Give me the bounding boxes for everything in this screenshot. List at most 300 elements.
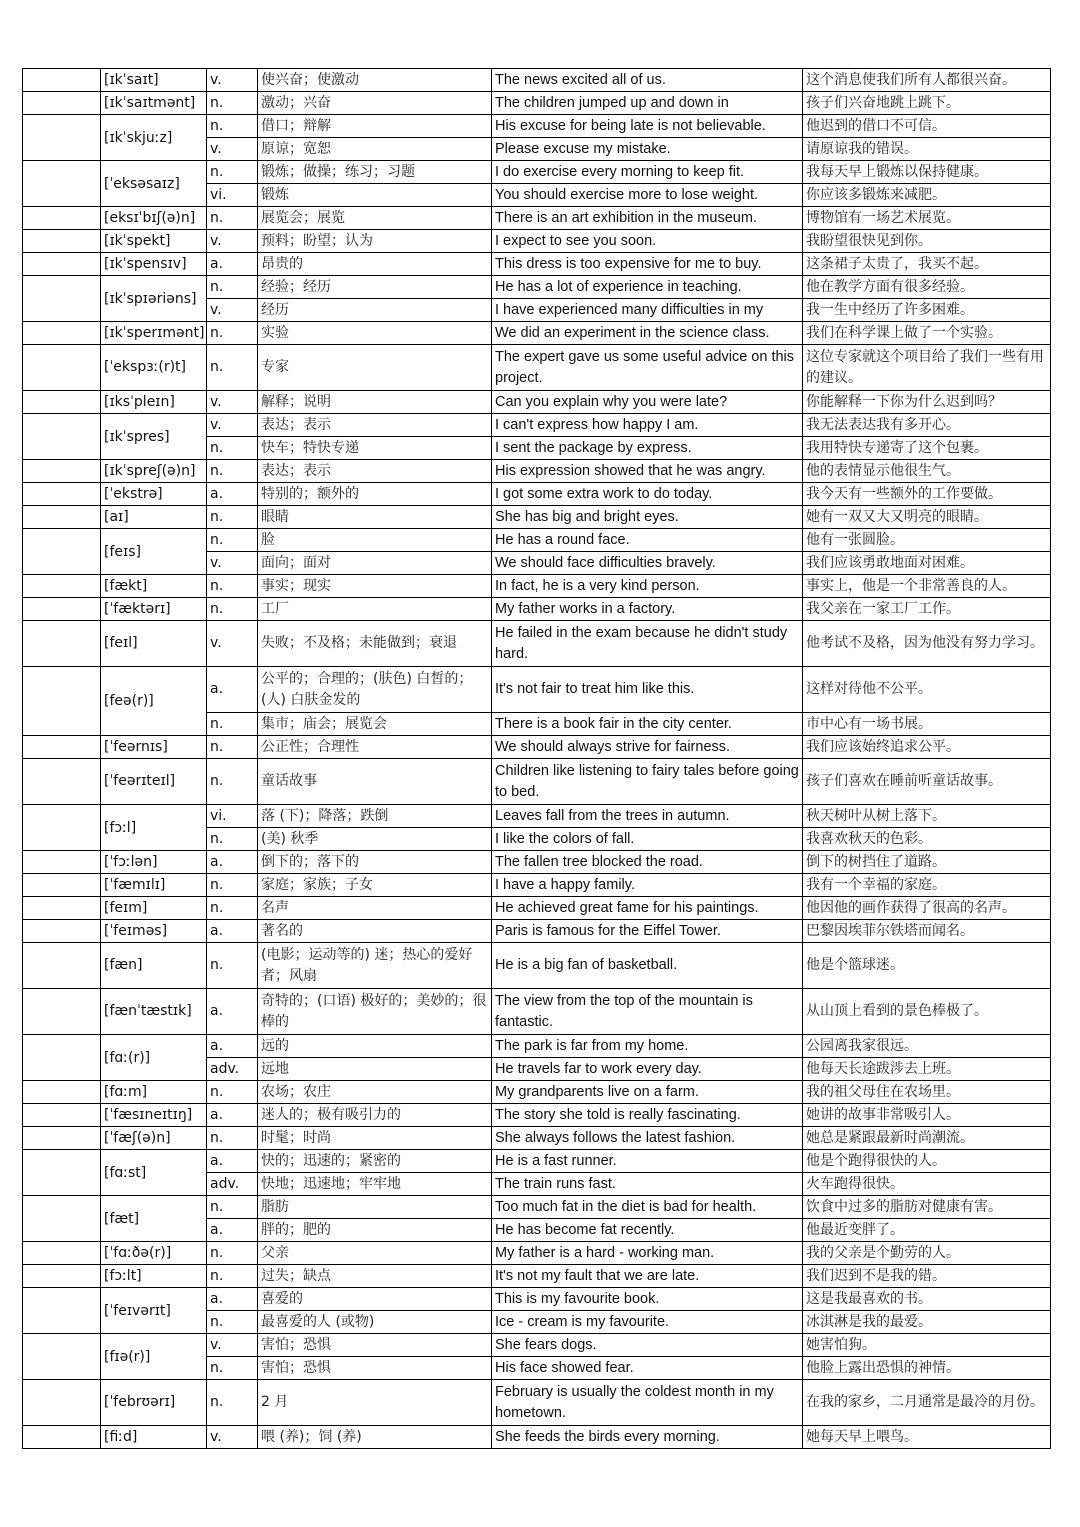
phonetic-cell: [fiːd] xyxy=(101,1426,207,1449)
word-cell xyxy=(23,920,101,943)
meaning-cell: 父亲 xyxy=(258,1242,492,1265)
part-of-speech-cell: n. xyxy=(207,161,258,184)
part-of-speech-cell: vi. xyxy=(207,184,258,207)
table-row xyxy=(23,69,1051,92)
word-cell xyxy=(23,759,101,805)
example-sentence-cell: We should always strive for fairness. xyxy=(492,736,803,759)
meaning-cell: 解释；说明 xyxy=(258,391,492,414)
translation-cell: 孩子们兴奋地跳上跳下。 xyxy=(803,92,1051,115)
word-cell xyxy=(23,1288,101,1334)
table-row xyxy=(23,920,1051,943)
table-row xyxy=(23,1380,1051,1426)
translation-cell: 公园离我家很远。 xyxy=(803,1035,1051,1058)
meaning-cell: 锻炼 xyxy=(258,184,492,207)
example-sentence-cell: His expression showed that he was angry. xyxy=(492,460,803,483)
part-of-speech-cell: n. xyxy=(207,276,258,299)
translation-cell: 我们应该始终追求公平。 xyxy=(803,736,1051,759)
part-of-speech-cell: n. xyxy=(207,736,258,759)
part-of-speech-cell: a. xyxy=(207,253,258,276)
part-of-speech-cell: v. xyxy=(207,1426,258,1449)
translation-cell: 火车跑得很快。 xyxy=(803,1173,1051,1196)
example-sentence-cell: He has a lot of experience in teaching. xyxy=(492,276,803,299)
example-sentence-cell: My father works in a factory. xyxy=(492,598,803,621)
part-of-speech-cell: v. xyxy=(207,69,258,92)
translation-cell: 他每天长途跋涉去上班。 xyxy=(803,1058,1051,1081)
meaning-cell: 激动；兴奋 xyxy=(258,92,492,115)
phonetic-cell: [feɪm] xyxy=(101,897,207,920)
example-sentence-cell: His face showed fear. xyxy=(492,1357,803,1380)
meaning-cell: 预料；盼望；认为 xyxy=(258,230,492,253)
meaning-cell: 童话故事 xyxy=(258,759,492,805)
phonetic-cell: [ɪkˈskjuːz] xyxy=(101,115,207,161)
word-cell xyxy=(23,1334,101,1380)
table-row xyxy=(23,529,1051,552)
table-row xyxy=(23,874,1051,897)
table-row xyxy=(23,253,1051,276)
part-of-speech-cell: v. xyxy=(207,414,258,437)
part-of-speech-cell: a. xyxy=(207,1035,258,1058)
example-sentence-cell: I can't express how happy I am. xyxy=(492,414,803,437)
part-of-speech-cell: v. xyxy=(207,299,258,322)
translation-cell: 我的祖父母住在农场里。 xyxy=(803,1081,1051,1104)
translation-cell: 这样对待他不公平。 xyxy=(803,667,1051,713)
table-row xyxy=(23,1081,1051,1104)
table-row xyxy=(23,1196,1051,1219)
meaning-cell: 原谅；宽恕 xyxy=(258,138,492,161)
word-cell xyxy=(23,92,101,115)
meaning-cell: 特别的；额外的 xyxy=(258,483,492,506)
example-sentence-cell: The story she told is really fascinating. xyxy=(492,1104,803,1127)
part-of-speech-cell: n. xyxy=(207,943,258,989)
example-sentence-cell: Too much fat in the diet is bad for health. xyxy=(492,1196,803,1219)
phonetic-cell: [fæn] xyxy=(101,943,207,989)
example-sentence-cell: There is an art exhibition in the museum. xyxy=(492,207,803,230)
part-of-speech-cell: v. xyxy=(207,1334,258,1357)
word-cell xyxy=(23,207,101,230)
translation-cell: 我的父亲是个勤劳的人。 xyxy=(803,1242,1051,1265)
word-cell xyxy=(23,253,101,276)
example-sentence-cell: My grandparents live on a farm. xyxy=(492,1081,803,1104)
phonetic-cell: [ɪkˈspensɪv] xyxy=(101,253,207,276)
translation-cell: 倒下的树挡住了道路。 xyxy=(803,851,1051,874)
part-of-speech-cell: a. xyxy=(207,1104,258,1127)
meaning-cell: 展览会；展览 xyxy=(258,207,492,230)
example-sentence-cell: He has become fat recently. xyxy=(492,1219,803,1242)
translation-cell: 他是个篮球迷。 xyxy=(803,943,1051,989)
translation-cell: 我们迟到不是我的错。 xyxy=(803,1265,1051,1288)
translation-cell: 他脸上露出恐惧的神情。 xyxy=(803,1357,1051,1380)
word-cell xyxy=(23,69,101,92)
table-row xyxy=(23,161,1051,184)
translation-cell: 我用特快专递寄了这个包裹。 xyxy=(803,437,1051,460)
part-of-speech-cell: v. xyxy=(207,230,258,253)
part-of-speech-cell: n. xyxy=(207,713,258,736)
phonetic-cell: [ɪkˈspɪəriəns] xyxy=(101,276,207,322)
part-of-speech-cell: a. xyxy=(207,920,258,943)
example-sentence-cell: She fears dogs. xyxy=(492,1334,803,1357)
translation-cell: 他考试不及格，因为他没有努力学习。 xyxy=(803,621,1051,667)
part-of-speech-cell: a. xyxy=(207,1288,258,1311)
example-sentence-cell: We should face difficulties bravely. xyxy=(492,552,803,575)
meaning-cell: 迷人的；极有吸引力的 xyxy=(258,1104,492,1127)
example-sentence-cell: The expert gave us some useful advice on this project. xyxy=(492,345,803,391)
table-row xyxy=(23,414,1051,437)
word-cell xyxy=(23,667,101,736)
phonetic-cell: [ˈeksəsaɪz] xyxy=(101,161,207,207)
table-row xyxy=(23,759,1051,805)
example-sentence-cell: He is a fast runner. xyxy=(492,1150,803,1173)
example-sentence-cell: The train runs fast. xyxy=(492,1173,803,1196)
phonetic-cell: [ˈfæmɪlɪ] xyxy=(101,874,207,897)
part-of-speech-cell: n. xyxy=(207,1265,258,1288)
phonetic-cell: [ˈfæʃ(ə)n] xyxy=(101,1127,207,1150)
table-row xyxy=(23,1334,1051,1357)
part-of-speech-cell: n. xyxy=(207,1357,258,1380)
table-row xyxy=(23,1150,1051,1173)
vocabulary-table-body xyxy=(23,69,1051,1449)
table-row xyxy=(23,1426,1051,1449)
meaning-cell: 工厂 xyxy=(258,598,492,621)
example-sentence-cell: You should exercise more to lose weight. xyxy=(492,184,803,207)
table-row xyxy=(23,667,1051,713)
table-row xyxy=(23,1035,1051,1058)
table-row xyxy=(23,1104,1051,1127)
example-sentence-cell: I have a happy family. xyxy=(492,874,803,897)
phonetic-cell: [feɪl] xyxy=(101,621,207,667)
part-of-speech-cell: a. xyxy=(207,483,258,506)
phonetic-cell: [ˈfɑːðə(r)] xyxy=(101,1242,207,1265)
example-sentence-cell: This dress is too expensive for me to buy. xyxy=(492,253,803,276)
part-of-speech-cell: n. xyxy=(207,115,258,138)
word-cell xyxy=(23,483,101,506)
translation-cell: 他最近变胖了。 xyxy=(803,1219,1051,1242)
word-cell xyxy=(23,322,101,345)
meaning-cell: 专家 xyxy=(258,345,492,391)
phonetic-cell: [ˈfeɪməs] xyxy=(101,920,207,943)
word-cell xyxy=(23,276,101,322)
part-of-speech-cell: n. xyxy=(207,828,258,851)
meaning-cell: 表达；表示 xyxy=(258,414,492,437)
part-of-speech-cell: n. xyxy=(207,1380,258,1426)
meaning-cell: 害怕；恐惧 xyxy=(258,1334,492,1357)
part-of-speech-cell: v. xyxy=(207,391,258,414)
example-sentence-cell: Children like listening to fairy tales before going to bed. xyxy=(492,759,803,805)
translation-cell: 她讲的故事非常吸引人。 xyxy=(803,1104,1051,1127)
part-of-speech-cell: n. xyxy=(207,897,258,920)
word-cell xyxy=(23,621,101,667)
example-sentence-cell: The fallen tree blocked the road. xyxy=(492,851,803,874)
word-cell xyxy=(23,414,101,460)
translation-cell: 她害怕狗。 xyxy=(803,1334,1051,1357)
meaning-cell: 使兴奋；使激动 xyxy=(258,69,492,92)
meaning-cell: 倒下的；落下的 xyxy=(258,851,492,874)
part-of-speech-cell: n. xyxy=(207,92,258,115)
phonetic-cell: [fæt] xyxy=(101,1196,207,1242)
example-sentence-cell: This is my favourite book. xyxy=(492,1288,803,1311)
word-cell xyxy=(23,391,101,414)
example-sentence-cell: He failed in the exam because he didn't study hard. xyxy=(492,621,803,667)
word-cell xyxy=(23,575,101,598)
meaning-cell: 集市；庙会；展览会 xyxy=(258,713,492,736)
translation-cell: 他的表情显示他很生气。 xyxy=(803,460,1051,483)
example-sentence-cell: He is a big fan of basketball. xyxy=(492,943,803,989)
meaning-cell: 公正性；合理性 xyxy=(258,736,492,759)
table-row xyxy=(23,805,1051,828)
table-row xyxy=(23,598,1051,621)
part-of-speech-cell: n. xyxy=(207,1242,258,1265)
meaning-cell: 事实；现实 xyxy=(258,575,492,598)
table-row xyxy=(23,345,1051,391)
part-of-speech-cell: a. xyxy=(207,667,258,713)
word-cell xyxy=(23,460,101,483)
example-sentence-cell: His excuse for being late is not believable. xyxy=(492,115,803,138)
table-row xyxy=(23,736,1051,759)
meaning-cell: 家庭；家族；子女 xyxy=(258,874,492,897)
translation-cell: 我们在科学课上做了一个实验。 xyxy=(803,322,1051,345)
meaning-cell: (美) 秋季 xyxy=(258,828,492,851)
phonetic-cell: [aɪ] xyxy=(101,506,207,529)
part-of-speech-cell: n. xyxy=(207,1081,258,1104)
part-of-speech-cell: a. xyxy=(207,851,258,874)
meaning-cell: 表达；表示 xyxy=(258,460,492,483)
translation-cell: 他因他的画作获得了很高的名声。 xyxy=(803,897,1051,920)
word-cell xyxy=(23,161,101,207)
table-row xyxy=(23,1265,1051,1288)
translation-cell: 市中心有一场书展。 xyxy=(803,713,1051,736)
translation-cell: 孩子们喜欢在睡前听童话故事。 xyxy=(803,759,1051,805)
part-of-speech-cell: n. xyxy=(207,1196,258,1219)
word-cell xyxy=(23,529,101,575)
translation-cell: 我盼望很快见到你。 xyxy=(803,230,1051,253)
part-of-speech-cell: a. xyxy=(207,989,258,1035)
table-row xyxy=(23,92,1051,115)
phonetic-cell: [ˈekspɜː(r)t] xyxy=(101,345,207,391)
example-sentence-cell: My father is a hard - working man. xyxy=(492,1242,803,1265)
word-cell xyxy=(23,345,101,391)
phonetic-cell: [ˈfɔːlən] xyxy=(101,851,207,874)
example-sentence-cell: Please excuse my mistake. xyxy=(492,138,803,161)
meaning-cell: 害怕；恐惧 xyxy=(258,1357,492,1380)
part-of-speech-cell: v. xyxy=(207,138,258,161)
part-of-speech-cell: n. xyxy=(207,345,258,391)
example-sentence-cell: Ice - cream is my favourite. xyxy=(492,1311,803,1334)
part-of-speech-cell: n. xyxy=(207,1311,258,1334)
translation-cell: 我有一个幸福的家庭。 xyxy=(803,874,1051,897)
phonetic-cell: [ˈfeərɪteɪl] xyxy=(101,759,207,805)
example-sentence-cell: It's not my fault that we are late. xyxy=(492,1265,803,1288)
part-of-speech-cell: n. xyxy=(207,437,258,460)
table-row xyxy=(23,115,1051,138)
meaning-cell: 借口；辩解 xyxy=(258,115,492,138)
phonetic-cell: [fænˈtæstɪk] xyxy=(101,989,207,1035)
meaning-cell: 过失；缺点 xyxy=(258,1265,492,1288)
translation-cell: 饮食中过多的脂肪对健康有害。 xyxy=(803,1196,1051,1219)
example-sentence-cell: I sent the package by express. xyxy=(492,437,803,460)
translation-cell: 这个消息使我们所有人都很兴奋。 xyxy=(803,69,1051,92)
translation-cell: 这是我最喜欢的书。 xyxy=(803,1288,1051,1311)
translation-cell: 博物馆有一场艺术展览。 xyxy=(803,207,1051,230)
phonetic-cell: [feɪs] xyxy=(101,529,207,575)
part-of-speech-cell: vi. xyxy=(207,805,258,828)
meaning-cell: 经历 xyxy=(258,299,492,322)
meaning-cell: 经验；经历 xyxy=(258,276,492,299)
phonetic-cell: [feə(r)] xyxy=(101,667,207,736)
part-of-speech-cell: a. xyxy=(207,1219,258,1242)
phonetic-cell: [ɪkˈspreʃ(ə)n] xyxy=(101,460,207,483)
meaning-cell: 失败；不及格；未能做到；衰退 xyxy=(258,621,492,667)
word-cell xyxy=(23,805,101,851)
translation-cell: 她有一双又大又明亮的眼睛。 xyxy=(803,506,1051,529)
example-sentence-cell: He has a round face. xyxy=(492,529,803,552)
phonetic-cell: [fækt] xyxy=(101,575,207,598)
word-cell xyxy=(23,115,101,161)
phonetic-cell: [ɪkˈspekt] xyxy=(101,230,207,253)
word-cell xyxy=(23,897,101,920)
translation-cell: 我无法表达我有多开心。 xyxy=(803,414,1051,437)
word-cell xyxy=(23,943,101,989)
word-cell xyxy=(23,1081,101,1104)
meaning-cell: 脂肪 xyxy=(258,1196,492,1219)
phonetic-cell: [ˈfeərnɪs] xyxy=(101,736,207,759)
translation-cell: 秋天树叶从树上落下。 xyxy=(803,805,1051,828)
translation-cell: 我今天有一些额外的工作要做。 xyxy=(803,483,1051,506)
part-of-speech-cell: n. xyxy=(207,460,258,483)
translation-cell: 他是个跑得很快的人。 xyxy=(803,1150,1051,1173)
meaning-cell: 名声 xyxy=(258,897,492,920)
table-row xyxy=(23,506,1051,529)
meaning-cell: 落 (下)；降落；跌倒 xyxy=(258,805,492,828)
table-row xyxy=(23,1127,1051,1150)
meaning-cell: 农场；农庄 xyxy=(258,1081,492,1104)
meaning-cell: 奇特的；(口语) 极好的；美妙的；很棒的 xyxy=(258,989,492,1035)
translation-cell: 他有一张圆脸。 xyxy=(803,529,1051,552)
meaning-cell: 胖的；肥的 xyxy=(258,1219,492,1242)
meaning-cell: 昂贵的 xyxy=(258,253,492,276)
word-cell xyxy=(23,1426,101,1449)
word-cell xyxy=(23,1127,101,1150)
translation-cell: 从山顶上看到的景色棒极了。 xyxy=(803,989,1051,1035)
translation-cell: 她每天早上喂鸟。 xyxy=(803,1426,1051,1449)
table-row xyxy=(23,851,1051,874)
part-of-speech-cell: adv. xyxy=(207,1058,258,1081)
word-cell xyxy=(23,1104,101,1127)
example-sentence-cell: The view from the top of the mountain is fantastic. xyxy=(492,989,803,1035)
part-of-speech-cell: n. xyxy=(207,598,258,621)
phonetic-cell: [ɪkˈspres] xyxy=(101,414,207,460)
example-sentence-cell: Can you explain why you were late? xyxy=(492,391,803,414)
word-cell xyxy=(23,1242,101,1265)
translation-cell: 我父亲在一家工厂工作。 xyxy=(803,598,1051,621)
phonetic-cell: [ˈfæktərɪ] xyxy=(101,598,207,621)
translation-cell: 我喜欢秋天的色彩。 xyxy=(803,828,1051,851)
part-of-speech-cell: n. xyxy=(207,874,258,897)
phonetic-cell: [fɑː(r)] xyxy=(101,1035,207,1081)
table-row xyxy=(23,989,1051,1035)
word-cell xyxy=(23,851,101,874)
word-cell xyxy=(23,1196,101,1242)
word-cell xyxy=(23,736,101,759)
phonetic-cell: [ˈfæsɪneɪtɪŋ] xyxy=(101,1104,207,1127)
translation-cell: 我们应该勇敢地面对困难。 xyxy=(803,552,1051,575)
part-of-speech-cell: v. xyxy=(207,621,258,667)
word-cell xyxy=(23,598,101,621)
vocabulary-table xyxy=(22,68,1051,1449)
table-row xyxy=(23,943,1051,989)
example-sentence-cell: He travels far to work every day. xyxy=(492,1058,803,1081)
example-sentence-cell: The news excited all of us. xyxy=(492,69,803,92)
example-sentence-cell: She has big and bright eyes. xyxy=(492,506,803,529)
meaning-cell: (电影；运动等的) 迷；热心的爱好者；风扇 xyxy=(258,943,492,989)
example-sentence-cell: I expect to see you soon. xyxy=(492,230,803,253)
translation-cell: 我每天早上锻炼以保持健康。 xyxy=(803,161,1051,184)
part-of-speech-cell: n. xyxy=(207,506,258,529)
translation-cell: 在我的家乡，二月通常是最冷的月份。 xyxy=(803,1380,1051,1426)
translation-cell: 巴黎因埃菲尔铁塔而闻名。 xyxy=(803,920,1051,943)
meaning-cell: 实验 xyxy=(258,322,492,345)
word-cell xyxy=(23,230,101,253)
meaning-cell: 2 月 xyxy=(258,1380,492,1426)
translation-cell: 这条裙子太贵了，我买不起。 xyxy=(803,253,1051,276)
example-sentence-cell: We did an experiment in the science class. xyxy=(492,322,803,345)
translation-cell: 她总是紧跟最新时尚潮流。 xyxy=(803,1127,1051,1150)
meaning-cell: 锻炼；做操；练习；习题 xyxy=(258,161,492,184)
example-sentence-cell: February is usually the coldest month in my hometown. xyxy=(492,1380,803,1426)
table-row xyxy=(23,276,1051,299)
meaning-cell: 远的 xyxy=(258,1035,492,1058)
translation-cell: 事实上，他是一个非常善良的人。 xyxy=(803,575,1051,598)
word-cell xyxy=(23,989,101,1035)
example-sentence-cell: She feeds the birds every morning. xyxy=(492,1426,803,1449)
example-sentence-cell: Paris is famous for the Eiffel Tower. xyxy=(492,920,803,943)
translation-cell: 冰淇淋是我的最爱。 xyxy=(803,1311,1051,1334)
word-cell xyxy=(23,1380,101,1426)
translation-cell: 他迟到的借口不可信。 xyxy=(803,115,1051,138)
phonetic-cell: [ɪksˈpleɪn] xyxy=(101,391,207,414)
phonetic-cell: [ˈfeɪvərɪt] xyxy=(101,1288,207,1334)
part-of-speech-cell: adv. xyxy=(207,1173,258,1196)
meaning-cell: 快的；迅速的；紧密的 xyxy=(258,1150,492,1173)
part-of-speech-cell: n. xyxy=(207,322,258,345)
phonetic-cell: [ɪkˈsaɪt] xyxy=(101,69,207,92)
meaning-cell: 快车；特快专递 xyxy=(258,437,492,460)
meaning-cell: 喜爱的 xyxy=(258,1288,492,1311)
phonetic-cell: [ɪkˈsaɪtmənt] xyxy=(101,92,207,115)
table-row xyxy=(23,575,1051,598)
phonetic-cell: [fɑːm] xyxy=(101,1081,207,1104)
phonetic-cell: [ˈfebrʊərɪ] xyxy=(101,1380,207,1426)
part-of-speech-cell: n. xyxy=(207,207,258,230)
meaning-cell: 远地 xyxy=(258,1058,492,1081)
meaning-cell: 眼睛 xyxy=(258,506,492,529)
table-row xyxy=(23,207,1051,230)
part-of-speech-cell: a. xyxy=(207,1150,258,1173)
meaning-cell: 面向；面对 xyxy=(258,552,492,575)
table-row xyxy=(23,621,1051,667)
example-sentence-cell: The park is far from my home. xyxy=(492,1035,803,1058)
phonetic-cell: [eksɪˈbɪʃ(ə)n] xyxy=(101,207,207,230)
phonetic-cell: [fɑːst] xyxy=(101,1150,207,1196)
part-of-speech-cell: n. xyxy=(207,529,258,552)
example-sentence-cell: I got some extra work to do today. xyxy=(492,483,803,506)
table-row xyxy=(23,391,1051,414)
table-row xyxy=(23,230,1051,253)
word-cell xyxy=(23,1035,101,1081)
translation-cell: 请原谅我的错误。 xyxy=(803,138,1051,161)
table-row xyxy=(23,897,1051,920)
part-of-speech-cell: n. xyxy=(207,759,258,805)
phonetic-cell: [fɪə(r)] xyxy=(101,1334,207,1380)
part-of-speech-cell: n. xyxy=(207,1127,258,1150)
